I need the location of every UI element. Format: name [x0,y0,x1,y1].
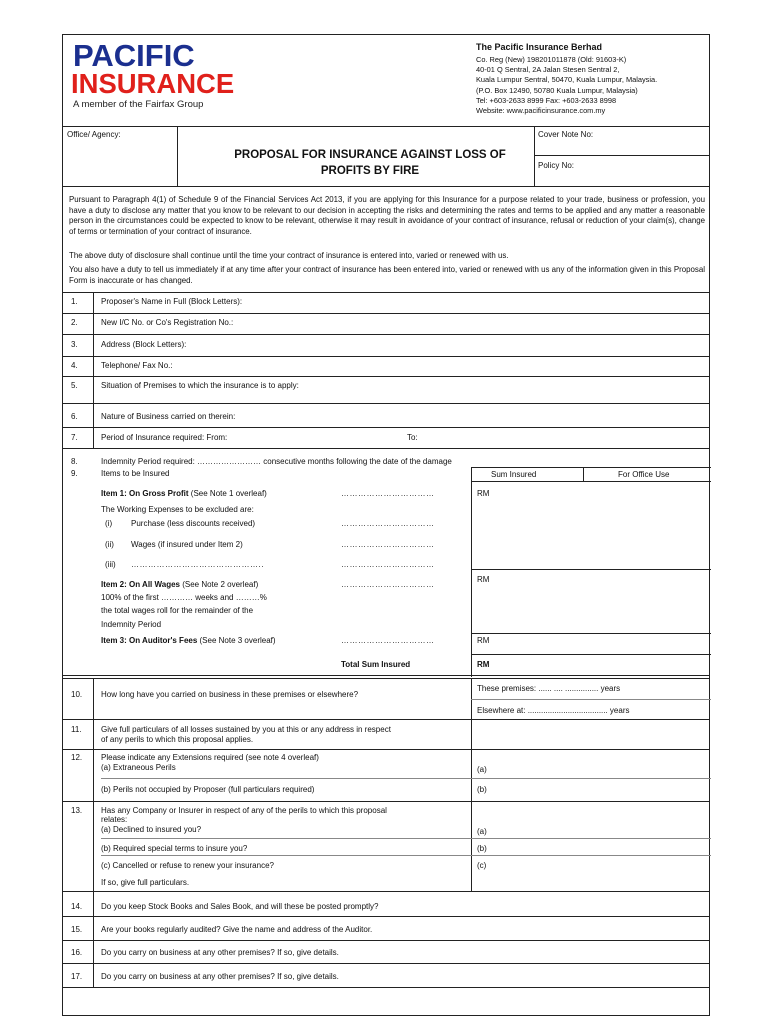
q12a-answer[interactable]: (a) [477,765,487,774]
rm-column-border [471,481,472,677]
item1-amount-field[interactable]: …………………………… [341,489,435,498]
q10-business-duration: How long have you carried on business in these premises or elsewhere? [101,690,359,699]
item3-rm: RM [477,636,490,645]
address-line: (P.O. Box 12490, 50780 Kuala Lumpur, Malaysia) [476,85,638,95]
q6-business-nature[interactable]: Nature of Business carried on therein: [101,412,236,421]
wages-label: Wages (if insured under Item 2) [131,540,243,549]
sum-insured-header: Sum Insured [491,470,537,479]
address-line: Co. Reg (New) 198201011878 (Old: 91603-K) [476,55,627,64]
number-column-border [93,678,94,987]
office-agency-label: Office/ Agency: [67,130,121,139]
address-line: 40-01 Q Sentral, 2A Jalan Stesen Sentral 2, [476,65,620,75]
q13-declined: (a) Declined to insured you? [101,825,202,834]
q13c-answer[interactable]: (c) [477,861,487,870]
policy-no-label: Policy No: [538,161,575,170]
q11-losses-line1: Give full particulars of all losses sustained by you at this or any address in respect [101,725,391,734]
q16-other-premises[interactable]: Do you carry on business at any other premises? If so, give details. [101,948,339,957]
q12-perils-not-occupied: (b) Perils not occupied by Proposer (full particulars required) [101,785,315,794]
q13-special-terms: (b) Required special terms to insure you? [101,844,248,853]
other-expense-field[interactable]: ……………………………………….. [131,560,264,569]
q9-items-label: Items to be Insured [101,469,170,478]
q17-other-premises[interactable]: Do you carry on business at any other premises? If so, give details. [101,972,339,981]
divider [63,126,709,127]
item3-auditor-fees: Item 3: On Auditor's Fees (See Note 3 overleaf) [101,636,276,645]
office-use-header: For Office Use [618,470,670,479]
item3-amount-field[interactable]: …………………………… [341,636,435,645]
page-title: PROPOSAL FOR INSURANCE AGAINST LOSS OF PROFITS BY FIRE [234,149,506,177]
item1-rm: RM [477,489,490,498]
address-line: Website: www.pacificinsurance.com.my [476,106,606,116]
divider [177,126,178,186]
q7-period-to[interactable]: To: [407,433,418,442]
q8-indemnity-period[interactable]: Indemnity Period required: …………………… consecutive months following the date of the damage [101,457,452,466]
q14-stock-books[interactable]: Do you keep Stock Books and Sales Book, and will these be posted promptly? [101,902,379,911]
q13-prior-insurer: Has any Company or Insurer in respect of any of the perils to which this proposal [101,806,387,815]
elsewhere-field[interactable]: Elsewhere at: .................................... years [477,706,630,715]
item1-gross-profit: Item 1: On Gross Profit (See Note 1 overleaf) [101,489,267,498]
logo-pacific: PACIFIC [73,38,195,73]
q4-telephone[interactable]: Telephone/ Fax No.: [101,361,173,370]
q12-extraneous-perils: (a) Extraneous Perils [101,763,176,772]
q5-premises-situation[interactable]: Situation of Premises to which the insurance is to apply: [101,381,299,390]
disclosure-notice: Pursuant to Paragraph 4(1) of Schedule 9 of the Financial Services Act 2013, if you are applying for this Insurance for a purpose related to your trade, business or profession, you have a duty to disclose any matter that you know to be relevant to our decision in accepting the risks and determining the rates and terms to be applied and any matter a reasonable person in the circumstances could be expected to know to be relevant, otherwise it may result in avoidance of your contract of insurance, refusal or reduction of your claim(s), change of terms or termination of your contract of insurance. [69,195,705,236]
company-name: The Pacific Insurance Berhad [476,42,603,52]
divider [63,186,709,187]
working-expenses-label: The Working Expenses to be excluded are: [101,505,254,514]
divider [534,155,709,156]
disclosure-continuation: The above duty of disclosure shall continue until the time your contract of insurance is entered into, varied or renewed with us. [69,251,509,260]
q12-extensions: Please indicate any Extensions required (see note 4 overleaf) [101,753,319,762]
address-line: Tel: +603-2633 8999 Fax: +603-2633 8998 [476,95,617,105]
proposal-form: PACIFIC INSURANCE A member of the Fairfax Group The Pacific Insurance Berhad Co. Reg (New) 198201011878 (Old: 91603-K) 40-01 Q Sentral, 2A Jalan Stesen Sentral 2, Kuala Lumpur Sentral, 50470, Kuala Lumpur, Malaysia. (P.O. Box 12490, 50780 Kuala Lumpur, Malaysia) Tel: +603-2633 8999 Fax: +603-2633 8998 Website: www.pacificinsurance.com.my Office/ Agency: Cover Note No: Policy No: PROPOSAL FOR INSURANCE AGAINST LOSS OF PROFITS BY FIRE Pursuant to Paragraph 4(1) of Schedule 9 of the Financial Services Act 2013, if you are applying for this Insurance for a purpose related to your trade, business or profession, you have a duty to disclose any matter that you know to be relevant to our decision in accepting the risks and determining the rates and terms to be applied and any matter a reasonable person in the circumstances could be expected to know to be relevant, otherwise it may result in avoidance of your contract of insurance, refusal or reduction of your claim(s), change of terms or termination of your contract of insurance. The above duty of disclosure shall continue until the time your contract of insurance is entered into, varied or renewed with us. You also have a duty to tell us immediately if at any time after your contract of insurance has been entered into, varied or renewed with us any of the information given in this Proposal Form is inaccurate or has changed. 1. Proposer's Name in Full (Block Letters): 2. New I/C No. or Co's Registration No.: 3. Address (Block Letters): 4. Telephone/ Fax No.: 5. Situation of Premises to which the insurance is to apply: 6. Nature of Business carried on therein: 7. Period of Insurance required: From: To: 8. Indemnity Period required: …………………… consecutive months following the date of the damage 9. Items to be Insured Sum Insured For Office Use Item 1: On Gross Profit (See Note 1 overleaf) …………………………… RM The Working Expenses to be excluded are: (i) Purchase (less discounts received) …………………………… (ii) Wages (if insured under Item 2) …………………………… (iii) ……………………………………….. …………………………… Item 2: On All Wages (See Note 2 overleaf) …………………………… RM 100% of the first ………… weeks and ………% the total wages roll for the remainder of the Indemnity Period Item 3: On Auditor's Fees (See Note 3 overleaf) …………………………… RM Total Sum Insured RM 10. How long have you carried on business in these premises or elsewhere? These premises: ...... .... ............... years Elsewhere at: .................................... years 11. Give full particulars of all losses sustained by you at this or any address in respect of any perils to which this proposal applies. 12. Please indicate any Extensions required (see note 4 overleaf) (a) Extraneous Perils (a) (b) Perils not occupied by Proposer (full particulars required) (b) 13. Has any Company or Insurer in respect of any of the perils to which this proposal relates: (a) Declined to insured you? (a) (b) Required special terms to insure you? (b) (c) Cancelled or refuse to renew your insurance? (c) If so, give full particulars. 14. Do you keep Stock Books and Sales Book, and will these be posted promptly? 15. Are your books regularly audited? Give the name and address of the Auditor. 16. Do you carry on business at any other premises? If so, give details. 17. Do you carry on business at any other premises? If so, give details. [62,34,710,1016]
item2-rm: RM [477,575,490,584]
answer-column-border [471,678,472,891]
q11-losses-line2: of any perils to which this proposal applies. [101,735,254,744]
q13a-answer[interactable]: (a) [477,827,487,836]
total-sum-insured-label: Total Sum Insured [341,660,411,669]
total-rm: RM [477,660,490,669]
item2-weeks[interactable]: 100% of the first ………… weeks and ………% [101,593,267,602]
item2-all-wages: Item 2: On All Wages (See Note 2 overleaf) [101,580,259,589]
logo-tagline: A member of the Fairfax Group [73,99,204,110]
q1-proposer-name[interactable]: Proposer's Name in Full (Block Letters): [101,297,243,306]
q15-auditor[interactable]: Are your books regularly audited? Give the name and address of the Auditor. [101,925,373,934]
company-address [476,55,657,116]
q13b-answer[interactable]: (b) [477,844,487,853]
these-premises-field[interactable]: These premises: ...... .... ............... years [477,684,621,693]
address-line: Kuala Lumpur Sentral, 50470, Kuala Lumpur, Malaysia. [476,75,658,85]
number-column-border [93,292,94,448]
q13-cancelled: (c) Cancelled or refuse to renew your insurance? [101,861,274,870]
item2-amount-field[interactable]: …………………………… [341,580,435,589]
q3-address[interactable]: Address (Block Letters): [101,340,187,349]
cover-note-label: Cover Note No: [538,130,594,139]
logo-insurance: INSURANCE [71,68,235,99]
purchase-label: Purchase (less discounts received) [131,519,256,528]
wages-amount-field[interactable]: …………………………… [341,540,435,549]
q12b-answer[interactable]: (b) [477,785,487,794]
q2-registration-no[interactable]: New I/C No. or Co's Registration No.: [101,318,234,327]
q13-particulars: If so, give full particulars. [101,878,190,887]
change-notice: You also have a duty to tell us immediately if at any time after your contract of insurance has been entered into, varied or renewed with us any of the information given in this Proposal Form is inaccurate or has changed. [69,265,705,285]
other-expense-amount-field[interactable]: …………………………… [341,560,435,569]
purchase-amount-field[interactable]: …………………………… [341,519,435,528]
q7-period-from[interactable]: Period of Insurance required: From: [101,433,228,442]
